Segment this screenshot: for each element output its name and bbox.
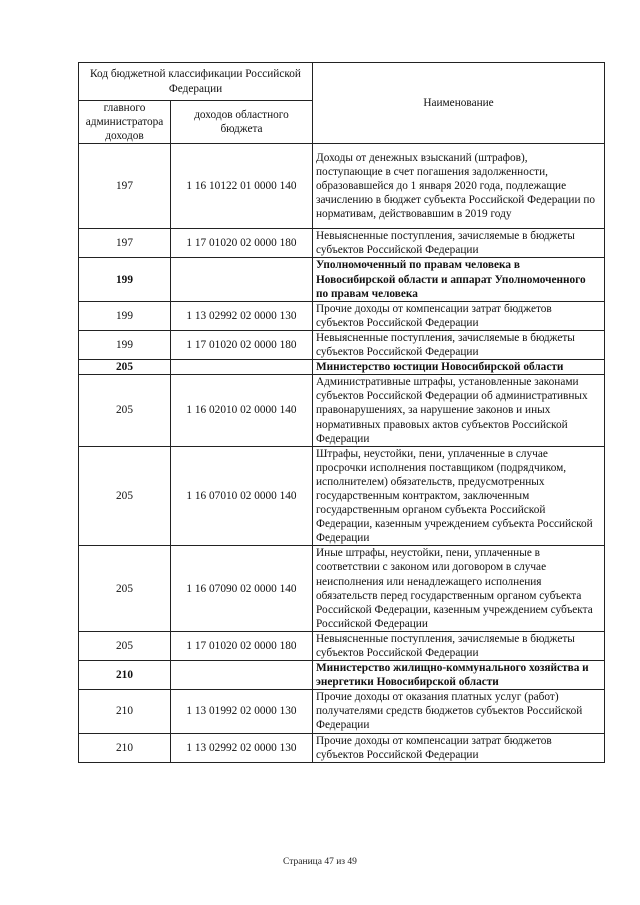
name-cell: Невыясненные поступления, зачисляемые в бюджеты субъектов Российской Федерации: [313, 631, 605, 660]
admin-code-cell: 199: [79, 330, 171, 359]
name-cell: Административные штрафы, установленные законами субъектов Российской Федерации об административных правонарушениях, за нарушение законов и иных нормативных правовых актов субъектов Российской Федерации: [313, 375, 605, 446]
header-name: Наименование: [313, 63, 605, 144]
table-row: [79, 546, 605, 632]
name-cell: Иные штрафы, неустойки, пени, уплаченные в соответствии с законом или договором в случае неисполнения или ненадлежащего исполнения обязательств перед государственным органом субъекта Российской Федерации, казенным учреждением субъекта Российской Федерации: [313, 546, 605, 632]
admin-code-cell: 205: [79, 446, 171, 546]
admin-code-cell: 210: [79, 661, 171, 690]
header-row: [79, 63, 605, 101]
admin-code-cell: 205: [79, 360, 171, 375]
name-cell: Невыясненные поступления, зачисляемые в бюджеты субъектов Российской Федерации: [313, 229, 605, 258]
admin-code-cell: 205: [79, 375, 171, 446]
name-cell: Прочие доходы от оказания платных услуг (работ) получателями средств бюджетов субъектов Российской Федерации: [313, 690, 605, 733]
name-cell: Невыясненные поступления, зачисляемые в бюджеты субъектов Российской Федерации: [313, 330, 605, 359]
revenue-classification-table: [78, 62, 605, 763]
budget-code-cell: 1 17 01020 02 0000 180: [171, 229, 313, 258]
table-body: [79, 144, 605, 762]
budget-code-cell: 1 13 02992 02 0000 130: [171, 301, 313, 330]
table-row: [79, 690, 605, 733]
name-cell: Доходы от денежных взысканий (штрафов), поступающие в счет погашения задолженности, образовавшейся до 1 января 2020 года, подлежащие зачислению в бюджет субъекта Российской Федерации по нормативам, действовавшим в 2019 году: [313, 144, 605, 229]
budget-code-cell: 1 16 10122 01 0000 140: [171, 144, 313, 229]
admin-code-cell: 199: [79, 258, 171, 301]
admin-code-cell: 197: [79, 144, 171, 229]
admin-code-cell: 199: [79, 301, 171, 330]
budget-code-cell: 1 16 07010 02 0000 140: [171, 446, 313, 546]
admin-code-cell: 205: [79, 631, 171, 660]
table-row: [79, 301, 605, 330]
budget-code-cell: 1 17 01020 02 0000 180: [171, 330, 313, 359]
budget-code-cell: 1 16 02010 02 0000 140: [171, 375, 313, 446]
name-cell: Штрафы, неустойки, пени, уплаченные в случае просрочки исполнения поставщиком (подрядчиком, исполнителем) обязательств, предусмотренных государственным контрактом, заключенным государственным органом субъекта Российской Федерации, казенным учреждением субъекта Российской Федерации: [313, 446, 605, 546]
table-row: [79, 144, 605, 229]
table-header: [79, 63, 605, 144]
table-row: [79, 631, 605, 660]
budget-code-cell: 1 17 01020 02 0000 180: [171, 631, 313, 660]
table-row: [79, 733, 605, 762]
budget-code-cell: 1 16 07090 02 0000 140: [171, 546, 313, 632]
administrator-heading-row: [79, 360, 605, 375]
budget-code-cell: 1 13 01992 02 0000 130: [171, 690, 313, 733]
header-chief-administrator: главного администратора доходов: [79, 101, 171, 144]
budget-code-cell-empty: [171, 258, 313, 301]
header-classification-code: Код бюджетной классификации Российской Федерации: [79, 63, 313, 101]
table-row: [79, 375, 605, 446]
table-row: [79, 446, 605, 546]
name-cell: Прочие доходы от компенсации затрат бюджетов субъектов Российской Федерации: [313, 301, 605, 330]
header-regional-budget-revenue: доходов областного бюджета: [171, 101, 313, 144]
table-row: [79, 330, 605, 359]
administrator-heading-row: [79, 661, 605, 690]
admin-code-cell: 205: [79, 546, 171, 632]
admin-code-cell: 197: [79, 229, 171, 258]
table-row: [79, 229, 605, 258]
admin-code-cell: 210: [79, 733, 171, 762]
administrator-name-cell: Министерство юстиции Новосибирской области: [313, 360, 605, 375]
administrator-heading-row: [79, 258, 605, 301]
budget-code-cell-empty: [171, 661, 313, 690]
admin-code-cell: 210: [79, 690, 171, 733]
budget-code-cell-empty: [171, 360, 313, 375]
budget-code-cell: 1 13 02992 02 0000 130: [171, 733, 313, 762]
administrator-name-cell: Уполномоченный по правам человека в Новосибирской области и аппарат Уполномоченного по правам человека: [313, 258, 605, 301]
page-number: Страница 47 из 49: [283, 857, 357, 867]
administrator-name-cell: Министерство жилищно-коммунального хозяйства и энергетики Новосибирской области: [313, 661, 605, 690]
name-cell: Прочие доходы от компенсации затрат бюджетов субъектов Российской Федерации: [313, 733, 605, 762]
